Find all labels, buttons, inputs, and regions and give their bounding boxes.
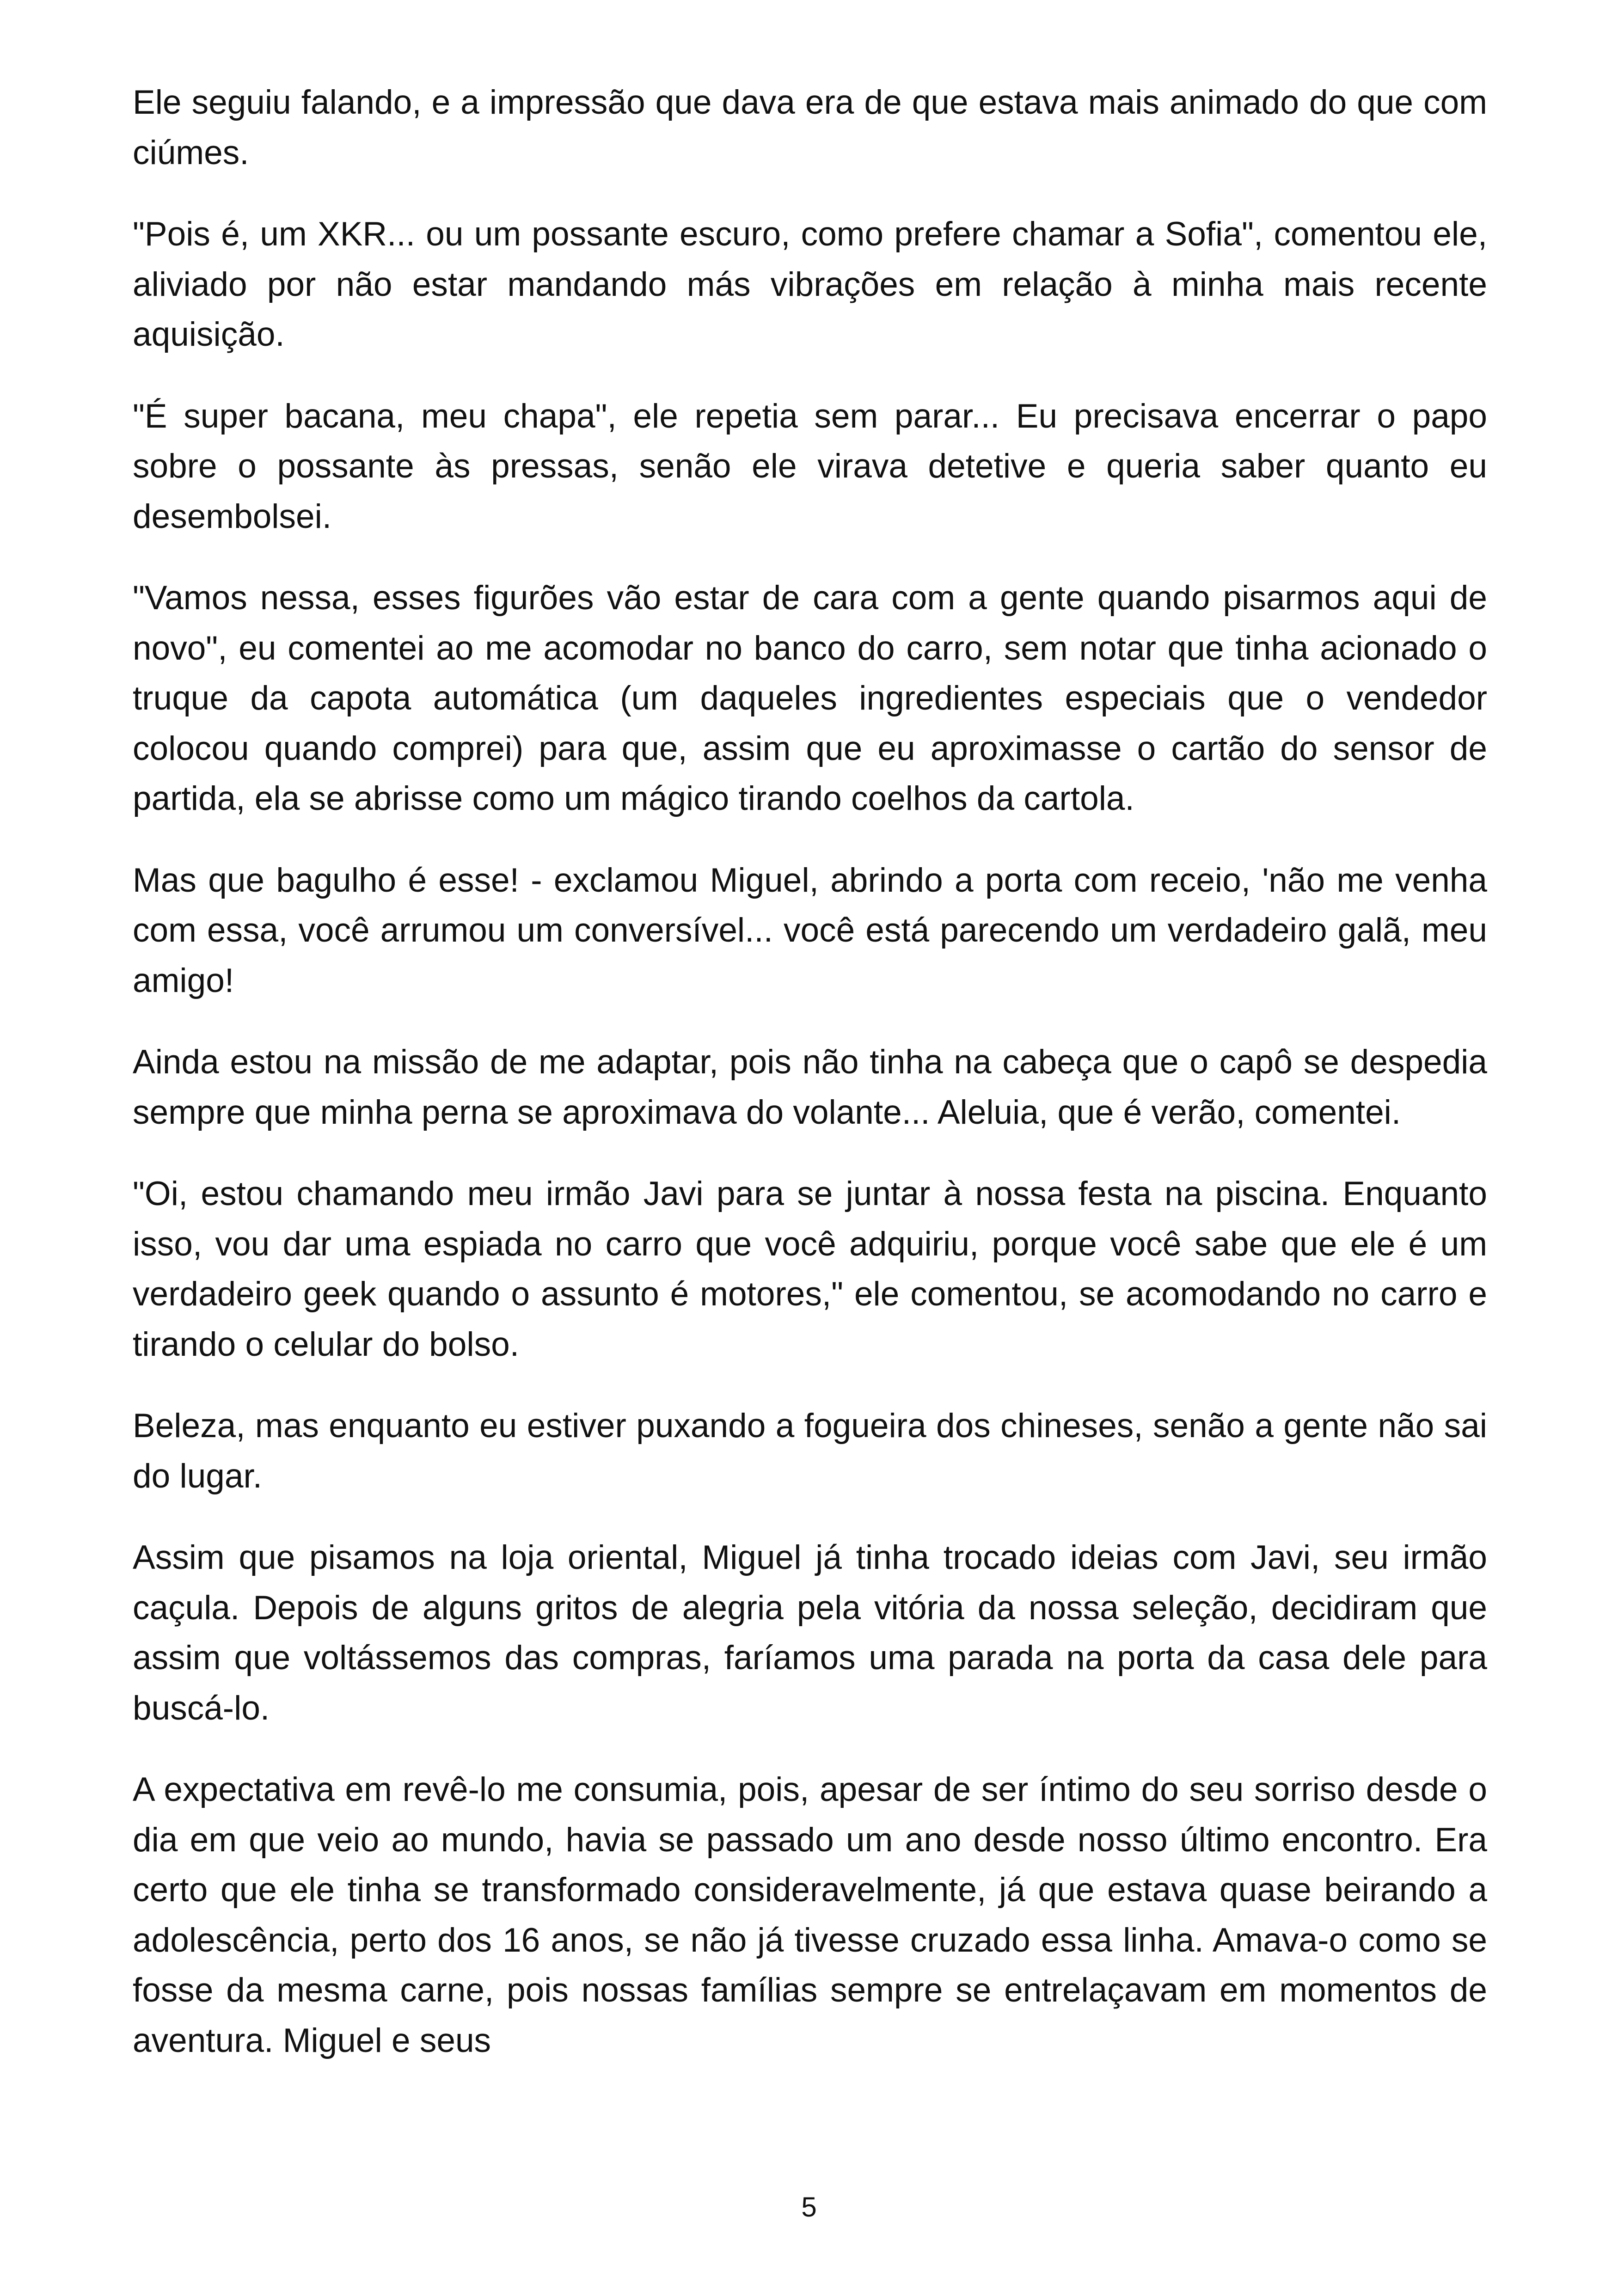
page-number: 5 [801, 2192, 817, 2223]
paragraph: "Oi, estou chamando meu irmão Javi para se juntar à nossa festa na piscina. Enquanto isso, vou dar uma espiada no carro que você adquiriu, porque você sabe que ele é um verdadeiro geek quando o assunto é motores," ele comentou, se acomodando no carro e tirando o celular do bolso. [133, 1175, 1487, 1363]
paragraph: "Vamos nessa, esses figurões vão estar de cara com a gente quando pisarmos aqui de novo", eu comentei ao me acomodar no banco do carro, sem notar que tinha acionado o truque da capota automática (um daqueles ingredientes especiais que o vendedor colocou quando comprei) para que, assim que eu aproximasse o cartão do sensor de partida, ela se abrisse como um mágico tirando coelhos da cartola. [133, 579, 1487, 817]
paragraph: Mas que bagulho é esse! - exclamou Miguel, abrindo a porta com receio, 'não me venha com essa, você arrumou um conversível... você está parecendo um verdadeiro galã, meu amigo! [133, 861, 1487, 999]
paragraph: Assim que pisamos na loja oriental, Miguel já tinha trocado ideias com Javi, seu irmão caçula. Depois de alguns gritos de alegria pela vitória da nossa seleção, decidiram que assim que voltássemos das compras, faríamos uma parada na porta da casa dele para buscá-lo. [133, 1539, 1487, 1727]
paragraph: Beleza, mas enquanto eu estiver puxando a fogueira dos chineses, senão a gente não sai do lugar. [133, 1407, 1487, 1495]
page-body-text [133, 78, 1487, 2066]
paragraph: A expectativa em revê-lo me consumia, pois, apesar de ser íntimo do seu sorriso desde o dia em que veio ao mundo, havia se passado um ano desde nosso último encontro. Era certo que ele tinha se transformado consideravelmente, já que estava quase beirando a adolescência, perto dos 16 anos, se não já tivesse cruzado essa linha. Amava-o como se fosse da mesma carne, pois nossas famílias sempre se entrelaçavam em momentos de aventura. Miguel e seus [133, 1771, 1487, 2059]
paragraph: "Pois é, um XKR... ou um possante escuro, como prefere chamar a Sofia", comentou ele, aliviado por não estar mandando más vibrações em relação à minha mais recente aquisição. [133, 215, 1487, 353]
paragraph: Ele seguiu falando, e a impressão que dava era de que estava mais animado do que com ciúmes. [133, 84, 1487, 171]
paragraph: "É super bacana, meu chapa", ele repetia sem parar... Eu precisava encerrar o papo sobre o possante às pressas, senão ele virava detetive e queria saber quanto eu desembolsei. [133, 397, 1487, 535]
paragraph: Ainda estou na missão de me adaptar, pois não tinha na cabeça que o capô se despedia sempre que minha perna se aproximava do volante... Aleluia, que é verão, comentei. [133, 1043, 1487, 1131]
